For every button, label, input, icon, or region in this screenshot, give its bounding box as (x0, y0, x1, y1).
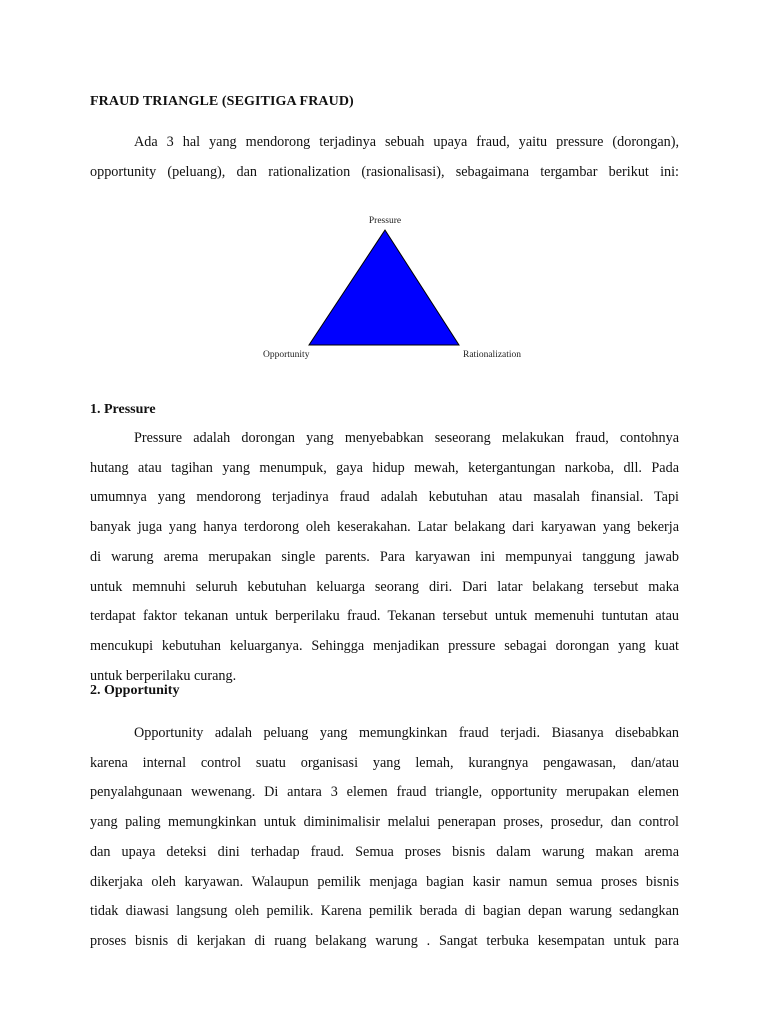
section2-line: dikerjaka oleh karyawan. Walaupun pemilik menjaga bagian kasir namun semua proses bisnis (90, 873, 679, 890)
section2-line: karena internal control suatu organisasi yang lemah, kurangnya pengawasan, dan/atau (90, 754, 679, 771)
intro-line: opportunity (peluang), dan rationalization (rasionalisasi), sebagaimana tergambar berikut ini: (90, 163, 679, 180)
section1-line: untuk memnuhi seluruh kebutuhan keluarga seorang diri. Dari latar belakang tersebut maka (90, 578, 679, 595)
section2-line: penyalahgunaan wewenang. Di antara 3 elemen fraud triangle, opportunity merupakan elemen (90, 784, 679, 801)
section2-heading: 2. Opportunity (90, 683, 180, 698)
section2-line: Opportunity adalah peluang yang memungkinkan fraud terjadi. Biasanya disebabkan (134, 725, 679, 741)
fraud-triangle-diagram (249, 197, 535, 365)
rationalization-label: Rationalization (463, 350, 522, 360)
section2-line: dan upaya deteksi dini terhadap fraud. Semua proses bisnis dalam warung makan arema (90, 843, 679, 860)
section1-line: terdapat faktor tekanan untuk berperilaku fraud. Tekanan tersebut untuk memenuhi tuntutan atau (90, 608, 679, 625)
section1-line: umumnya yang mendorong terjadinya fraud adalah kebutuhan atau masalah finansial. Tapi (90, 489, 679, 506)
section2-line: tidak diawasi langsung oleh pemilik. Karena pemilik berada di bagian depan warung sedangkan (90, 903, 679, 920)
section1-line: hutang atau tagihan yang menumpuk, gaya hidup mewah, ketergantungan narkoba, dll. Pada (90, 459, 679, 476)
section1-line: banyak juga yang hanya terdorong oleh keserakahan. Latar belakang dari karyawan yang bekerja (90, 519, 679, 536)
section1-line: mencukupi kebutuhan keluarganya. Sehingga menjadikan pressure sebagai dorongan yang kuat (90, 637, 679, 654)
section1-line: untuk berperilaku curang. (90, 667, 237, 684)
intro-line: Ada 3 hal yang mendorong terjadinya sebuah upaya fraud, yaitu pressure (dorongan), (134, 134, 679, 150)
fraud-triangle-svg (249, 197, 535, 365)
section2-paragraph (90, 719, 679, 957)
triangle-shape (309, 230, 459, 345)
section1-heading: 1. Pressure (90, 402, 156, 417)
opportunity-label: Opportunity (263, 350, 310, 360)
section1-line: di warung arema merupakan single parents. Para karyawan ini mempunyai tanggung jawab (90, 548, 679, 565)
section1-paragraph (90, 424, 679, 691)
section2-line: yang paling memungkinkan untuk diminimalisir melalui penerapan proses, prosedur, dan control (90, 814, 679, 831)
pressure-label: Pressure (368, 216, 402, 226)
section2-line: proses bisnis di kerjakan di ruang belakang warung . Sangat terbuka kesempatan untuk para (90, 932, 679, 949)
intro-paragraph (90, 128, 679, 187)
document-title: FRAUD TRIANGLE (SEGITIGA FRAUD) (90, 94, 354, 109)
section1-line: Pressure adalah dorongan yang menyebabkan seseorang melakukan fraud, contohnya (134, 430, 679, 446)
